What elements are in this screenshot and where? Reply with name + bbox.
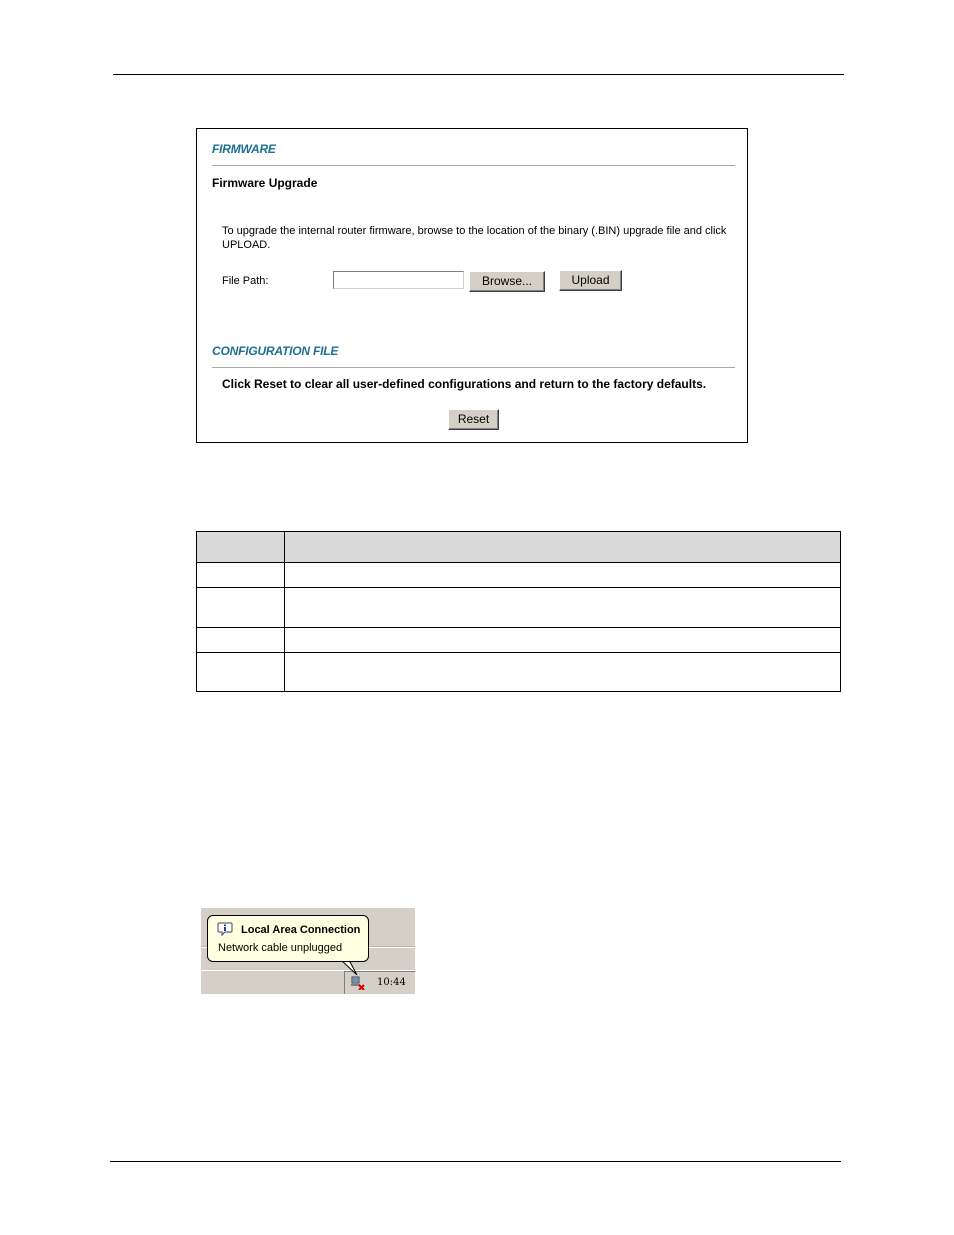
table-header-cell (285, 532, 841, 563)
balloon-title: Local Area Connection (241, 924, 361, 936)
table-cell (285, 588, 841, 628)
info-icon (217, 922, 233, 936)
field-description-table (196, 531, 841, 692)
firmware-description: To upgrade the internal router firmware, browse to the location of the binary (.BIN) upgrade file and click UPLOAD. (222, 225, 727, 251)
balloon-tail (341, 960, 359, 976)
reset-instruction: Click Reset to clear all user-defined configurations and return to the factory defaults. (222, 377, 707, 391)
footer-rule (110, 1161, 841, 1162)
configuration-divider (212, 367, 735, 368)
reset-button[interactable]: Reset (448, 409, 499, 430)
table-cell (285, 628, 841, 653)
table-header-cell (197, 532, 285, 563)
file-path-label: File Path: (222, 275, 269, 287)
table-cell (197, 628, 285, 653)
browse-button[interactable]: Browse... (469, 271, 545, 292)
table-row (197, 588, 841, 628)
network-disconnected-icon[interactable] (351, 976, 365, 990)
notification-balloon[interactable] (207, 915, 369, 962)
table-header-row (197, 532, 841, 563)
table-cell (285, 563, 841, 588)
firmware-upgrade-title: Firmware Upgrade (212, 176, 318, 190)
upload-button[interactable]: Upload (559, 270, 622, 291)
clock[interactable]: 10:44 (377, 977, 406, 988)
system-tray-screenshot (201, 908, 415, 994)
firmware-divider (212, 165, 735, 166)
table-cell (285, 653, 841, 692)
table-row (197, 563, 841, 588)
table-cell (197, 563, 285, 588)
firmware-screen (196, 128, 748, 443)
header-rule (113, 74, 844, 75)
table-cell (197, 588, 285, 628)
table-row (197, 628, 841, 653)
balloon-message: Network cable unplugged (218, 942, 343, 954)
file-path-input[interactable] (333, 271, 464, 289)
configuration-section-title: CONFIGURATION FILE (212, 344, 339, 358)
firmware-section-title: FIRMWARE (212, 142, 276, 156)
table-cell (197, 653, 285, 692)
table-row (197, 653, 841, 692)
